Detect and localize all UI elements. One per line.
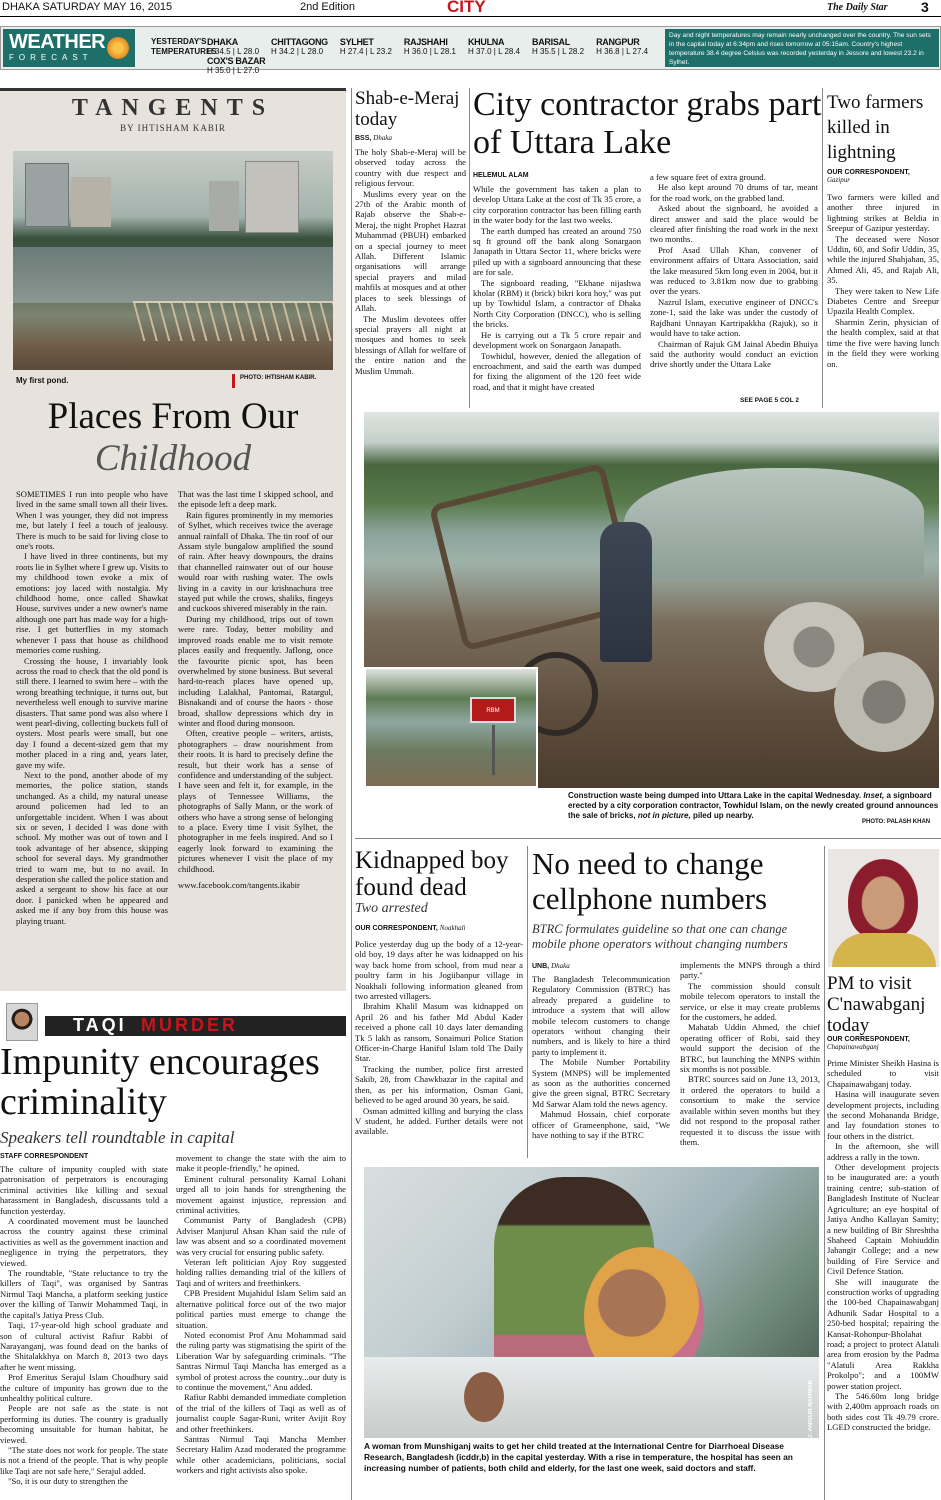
byline-place: Chapainawabganj [827,1043,879,1051]
paragraph: Other development projects to be inaugurated are: a youth training centre; sub-station of Bangladesh Institute of Nuclear Agriculture; an eye hospital of Jatiya Andho Kallayan Samity; a new building of Bir Shreshtha Shaheed Captain Mohiuddin Jahangir College; and a new building of Fire Service and Civil Defence Station. [827,1162,939,1277]
building [209,181,239,231]
paragraph: Prof Emeritus Serajul Islam Choudhury said the culture of impunity has grown due to the unhealthy political culture. [0,1372,168,1403]
uttara-col-1 [473,184,641,406]
paragraph: Muslims every year on the 27th of the Arabic month of Rajab observe the Shab-e-Meraj, the night Prophet Hazrat Muhammad (PBUH) embarked on a special journey to meet Allah. Different Islamic organisations will arrange special prayers and milad mahfils at mosques and at other places to seek blessings of Allah. [355,188,466,314]
cellphone-col-1 [532,974,670,1160]
header-rule [0,16,941,17]
paragraph: The signboard reading, "Ekhane nijashwa kholar (RBM) it (brick) bikri kora hoy," was put up by Towhidul Islam, a contractor of Dhaka North City Corporation (DNCC), who is selling the bricks. [473,277,641,330]
paragraph: Tracking the number, police first arrested Sakib, 28, from Chawkbazar in the capital and then, as per his information, Osman Gani, believed to be aged around 30 years, he said. [355,1063,523,1106]
shab-body [355,147,466,407]
paragraph: Next to the pond, another abode of my memories, the police station, stands unchanged. As a child, my natural unease around policemen had led to an unforgettable incident. When I was about six or seven, I decided I was done with school. My mother was out of town and I took advantage of her absence, skipping school for several days. My grandmother tried to warn me, but to no avail. In desperation she called the police station and asked a sergeant to show his face at our door. I panicked when he appeared and asked me if any boy from this house was playing truant. [16,769,168,926]
caption-part: not in picture, [637,811,691,820]
kidnapped-subhead: Two arrested [355,901,428,916]
building [25,163,69,227]
pm-byline [827,1036,939,1051]
paragraph: She will inaugurate the construction works of upgrading the 100-bed Chapainawabganj Adhunik Sadar Hospital to a 250-bed hospital; repairing the Kansat-Rohonpur-Bholahat road; a project to protect Alatuli area from erosion by the Padma "Alatuli Area Rakkha Prokolpo"; and a 100MW power station project. [827,1276,939,1391]
paragraph: While the government has taken a plan to develop Uttara Lake at the cost of Tk 35 crore, a city corporation contractor has been filling earth in the water body for the last two weeks. [473,184,641,226]
brick-signboard: RBM [470,697,516,723]
taqi-avatar [6,1003,38,1041]
city-name: DHAKA [207,37,238,47]
taqi-subhead: Speakers tell roundtable in capital [0,1128,235,1147]
column-rule [824,846,825,1500]
paragraph: Chairman of Rajuk GM Jainal Abedin Bhuiya said the authority would conduct an eviction drive shortly under the Uttara Lake [650,338,818,370]
paragraph: Santras Nirmul Taqi Mancha Member Secretary Halim Azad moderated the programme while other academicians, politicians, social workers and right activists also spoke. [176,1433,346,1476]
uttara-byline: HELEMUL ALAM [473,172,529,179]
pond-water [13,247,333,303]
tangents-byline: BY IHTISHAM KABIR [120,123,226,133]
taqi-headline: Impunity encourages criminality [0,1041,320,1123]
shab-byline [355,134,392,142]
city-temps: H 34.5 | L 28.0 [207,47,260,56]
paragraph: SOMETIMES I run into people who have lived in the same small town all their lives. When I was younger, they did not impress me, but lately I feel a touch of jealousy. There is much to be said for living close to one's roots. [16,489,168,552]
paragraph: The earth dumped has created an around 750 sq ft ground off the bank along Sonargaon Janapath in Uttara Sector 11, where bricks were piled up with a signboard announcing that these are for sale. [473,225,641,278]
paragraph: Rain figures prominently in my memories of Sylhet, which receives twice the average annual rainfall of Dhaka. The tin roof of our Assam style bungalow amplified the sound of rain. After heavy downpours, the drains that channelled rainwater out of our house would roar with rushing water. The owls living in a cavity in our krishnachura tree stayed put while the crows, shaliks, fingeys and cuckoos shivered miserably in the rain. [178,509,333,614]
weather-label-1: YESTERDAY'S [151,37,207,46]
kidnapped-body [355,939,523,1161]
cellphone-col-2 [680,960,820,1160]
cellphone-headline: No need to change cellphone numbers [532,846,768,916]
byline-place: Gazipur [827,176,850,184]
paragraph: Ibrahim Khalil Masum was kidnapped on April 26 and his father Md Abdul Kader received a phone call 10 days later demanding Tk 5 lakh as ransom, Sonaimuri Police Station Officer-in-Charge Haniful Islam told The Daily Star. [355,1001,523,1064]
byline-source: OUR CORRESPONDENT, [827,169,910,176]
farmers-body [827,192,939,406]
paragraph: Communist Party of Bangladesh (CPB) Adviser Manjurul Ahsan Khan said the rule of law was absent and so a coordinated movement was very crucial for ensuring public safety. [176,1215,346,1257]
column-rule [351,88,352,1500]
column-rule [822,88,823,408]
taqi-col-1 [0,1164,168,1500]
city-temps: H 35.5 | L 28.2 [532,47,585,56]
paragraph: Often, creative people – writers, artists, photographers – draw nourishment from their roots. It is hard to precisely define the result, but their work has a sense of confidence and understanding of the subject. I have seen and felt it, for example, in the plays of Tennessee Williams, the photographs of Sally Mann, or the work of others who have a strong sense of belonging to a place. Every time I visit Sylhet, the photographer in me feels inspired. And so I eagerly look forward to examining the pictures whenever I visit the place of my childhood. [178,728,333,874]
tangents-headline-1: Places From Our [47,396,299,437]
pm-photo [828,849,939,967]
paragraph: Taqi, 17-year-old high school graduate and son of cultural activist Rafiur Rabbi of Narayanganj, was found dead on the banks of the Shitalakkhya on March 8, 2013 two days after he went missing. [0,1320,168,1372]
city-name: COX'S BAZAR [207,56,266,66]
child-patient [464,1372,504,1422]
paragraph: Osman admitted killing and burying the class V student, he added. Further details were not available. [355,1105,523,1137]
pond-photo-caption: My first pond. [16,376,69,385]
shab-headline: Shab-e-Meraj today [355,88,460,130]
tangents-box [0,88,346,991]
paragraph: Mahatab Uddin Ahmed, the chief operating officer of Robi, said they would support the decision of the BTRC, but launching the MNPS within six months is not possible. [680,1022,820,1075]
city-temp [207,37,259,56]
cellphone-byline [532,962,570,970]
tangents-col-2 [178,489,333,890]
paragraph: CPB President Mujahidul Islam Selim said an alternative political force out of the two major political parties must emerge to change the situation. [176,1288,346,1330]
building [71,177,111,227]
city-temp [404,37,456,56]
pm-head [848,859,918,939]
page-number: 3 [921,0,929,15]
city-temps: H 34.2 | L 28.0 [271,47,324,56]
caption-part: a signboard erected by a city corporation contractor, Towhidul Islam, on the newly created ground announces the sale of bricks, [568,791,939,820]
weather-badge [3,29,135,67]
uttara-headline: City contractor grabs part of Uttara Lake [473,86,822,161]
weather-note: Day and night temperatures may remain nearly unchanged over the country. The sun sets in the capital today at 6:34pm and rises tomorrow at 05:15am. Country's highest temperature 38.4 degree Celsius was recorded yesterday in Jessore and lowest 23.2 in Sylhet. [665,29,939,67]
city-name: RAJSHAHI [403,37,448,47]
taqi-kicker-b: MURDER [141,1015,238,1035]
lake-photo [364,412,939,788]
paragraph: The commission should consult mobile telecom operators to install the service, or else it may create problems for the customers, he added. [680,980,820,1023]
worker [600,522,652,662]
paragraph: "So, it is our duty to strengthen the [8,1476,128,1487]
bamboo-platform [133,301,333,341]
uttara-col-2 [650,172,818,396]
paragraph: movement to change the state with the aim to make it people-friendly," he opined. [176,1153,346,1174]
taqi-kicker-bar [45,1016,346,1036]
city-name: SYLHET [339,37,374,47]
paragraph: A coordinated movement must be launched across the country against these criminal activities as well as the government inaction and negligence in trying the perpetrators, they viewed. [0,1216,168,1268]
paragraph: That was the last time I skipped school, and the episode left a deep mark. [178,489,333,510]
paragraph: He is carrying out a Tk 5 crore repair and development work on Sonargaon Janapath. [473,329,641,351]
city-temps: H 35.0 | L 27.0 [207,66,260,75]
tangents-link[interactable]: www.facebook.com/tangents.ikabir [178,880,300,891]
column-rule [469,88,470,408]
kidnapped-byline [355,924,465,932]
city-temps: H 36.8 | L 27.4 [596,47,649,56]
column-rule [527,846,528,1158]
lake-water [624,468,924,578]
section-rule [355,838,941,839]
city-temp [340,37,392,56]
tangents-kicker: TANGENTS [71,95,275,121]
pond-photo [13,151,333,370]
paragraph: Crossing the house, I invariably look across the road to check that the old pond is still there. I learned to swim here – with the wrong breathing technique, it turns out, but nevertheless well enough to survive marine disasters. That same pond was also where I went pearl-diving, collecting buckets full of oysters. Most pearls were small, but one day I found a decent-sized gem that my mother placed in a ring and, years later, gave my wife. [16,655,168,770]
building [245,161,299,233]
paragraph: The 546.60m long bridge with 2,400m approach roads on both sides cost Tk 49.79 crore. LGED constructed the bridge. [827,1391,939,1433]
city-name: RANGPUR [596,37,640,47]
caption-part: piled up nearby. [692,811,754,820]
byline-place: Dhaka [551,962,570,970]
paragraph: Prime Minister Sheikh Hasina is scheduled to visit Chapainawabganj today. [827,1058,939,1089]
weather-subtitle: FORECAST [9,53,93,62]
city-temp [207,56,265,75]
city-name: CHITTAGONG [271,37,328,47]
byline-place: Noakhali [439,924,466,932]
weather-cities [207,37,663,75]
lake-photo-credit: PHOTO: PALASH KHAN [862,819,931,825]
paragraph: Mahmud Hossain, chief corporate officer of Grameenphone, said, "We have nothing to say if the BTRC [532,1109,670,1141]
cellphone-subhead: BTRC formulates guideline so that one can change mobile phone operators without changing numbers [532,922,788,951]
concrete-pipe [834,652,934,752]
paragraph: He also kept around 70 drums of tar, meant for the road work, on the grabbed land. [650,182,818,203]
paragraph: Two farmers were killed and another three injured in lightning strikes at Beldia in Sreepur of Gazipur yesterday. [827,192,939,234]
paragraph: Asked about the signboard, he avoided a direct answer and said the place would be cleared after finishing the road work in the next two months. [650,203,818,245]
city-name: KHULNA [467,37,505,47]
hospital-photo-credit: PHOTO: ANISUR RAHMAN [808,1380,814,1456]
hospital-photo [364,1167,819,1438]
paragraph: implements the MNPS through a third party." [680,960,820,981]
lake-photo-caption [568,791,939,821]
paragraph: Noted economist Prof Anu Mohammad said the ruling party was stigmatising the spirit of the Liberation War by safeguarding criminals. "The Santras Nirmul Taqi Mancha has emerged as a symbol of protest across the country...our duty is to continue the movement," Anu added. [176,1329,346,1392]
city-name: BARISAL [532,37,570,47]
paragraph: The Bangladesh Telecommunication Regulatory Commission (BTRC) has already prepared a guideline to introduce a system that will allow mobile telecom customers to change operators without changing their numbers, and is likely to hire a third party to implement it. [532,974,670,1057]
taqi-byline: STAFF CORRESPONDENT [0,1153,89,1160]
taqi-col-2 [176,1153,346,1500]
weather-title: WEATHER [9,31,106,53]
city-temp [468,37,520,56]
edition: 2nd Edition [300,1,356,13]
paragraph: People are not safe as the state is not performing its duties. The country is gradually becoming unsuitable for human habitat, he viewed. [0,1403,168,1445]
city-temp [596,37,648,56]
paragraph: a few square feet of extra ground. [650,172,766,182]
paragraph: Hasina will inaugurate seven development projects, including the second Mohananda Bridge, and lay foundation stones to four others in the district. [827,1089,939,1141]
paragraph: Sharmin Zerin, physician of the health complex, said at that time the five were having lunch in the field they were working on. [827,316,939,369]
city-temps: H 27.4 | L 23.2 [339,47,392,56]
paragraph: "The state does not work for people. The state is not a friend of the people. That is why people like Taqi are not safe here," Serajul added. [0,1444,168,1476]
lake-inset-photo [364,667,538,788]
caption-part: Inset, [863,791,885,800]
paragraph: Eminent cultural personality Kamal Lohani urged all to join hands for strengthening the movement against injustice, repression and criminal activities. [176,1173,346,1216]
paragraph: Prof Asad Ullah Khan, convener of environment affairs of Uttara Association, said the lake measured 5km long even in 2004, but it was reduced to 3.81km now due to grabbing over the years. [650,244,818,297]
paragraph: Towhidul, however, denied the allegation of encroachment, and said the earth was dumped for fixing the alignment of the 120 feet wide road, and that it might have created [473,350,641,392]
byline-place: Dhaka [373,134,392,142]
paragraph: During my childhood, trips out of town were rare. Today, better mobility and improved roads enable me to visit remote places easily and frequently. Jaflong, once the favourite picnic spot, has been overwhelmed by stone business. But several hard-to-reach places have opened up, including Lalakhal, Pantomai, Ratargul, Bisnakandi and of course the haors - those broad, shallow depressions which dry in winter and flood during monsoon. [178,613,333,728]
paper-name: The Daily Star [827,2,888,13]
kidnapped-headline: Kidnapped boy found dead [355,847,509,901]
sun-icon [107,37,129,59]
paragraph: Veteran left politician Ajoy Roy suggested holding rallies demanding trial of the killers of Taqi and of writers and freethinkers. [176,1257,346,1288]
uttara-jump[interactable]: SEE PAGE 5 COL 2 [740,397,800,404]
hospital-photo-caption: A woman from Munshiganj waits to get her child treated at the International Centre for Diarrhoeal Disease Research, Bangladesh (icddr,b) in the capital yesterday. With a rise in temperature, the hospital has seen an increasing number of patients, both child and elderly, for the last one week, said doctors and staff. [364,1441,793,1473]
byline-source: BSS, [355,135,372,142]
paragraph: The roundtable, "State reluctance to try the killers of Taqi", was organised by Santras Nirmul Taqi Mancha, a platform seeking justice over the killing of Tanwir Mohammed Taqi, in the capital's Jatiya Press Club. [0,1268,168,1320]
paragraph: Rafiur Rabbi demanded immediate completion of the trial of the killers of Taqi as well as of journalist couple Sagar-Runi, writer Avijit Roy and other freethinkers. [176,1392,346,1434]
paragraph: I have lived in three continents, but my roots lie in Sylhet where I grew up. Visits to my childhood town evoke a mix of emotions: joy laced with nostalgia. My childhood home, once called Shawkat House, survives under a new owner's name although one part has made way for a high-rise. I get butterflies in my stomach whenever I pass that house as childhood memories come rushing. [16,551,168,656]
weather-label-2: TEMPERATURES [151,47,217,56]
caption-part: Construction waste being dumped into Uttara Lake in the capital Wednesday. [568,791,862,800]
signboard-post [492,725,495,775]
paragraph: Police yesterday dug up the body of a 12-year-old boy, 19 days after he was kidnapped on his way back home from school, from mud near a poultry farm in his Jogiibanpur village in Noakhali following information gleaned from two arrested villagers. [355,939,523,1002]
taqi-kicker-a: TAQI [73,1015,127,1035]
paragraph: They were taken to New Life Diabetes Centre and Sreepur Upazila Health Complex. [827,285,939,317]
paragraph: BTRC sources said on June 13, 2013, it ordered the operators to build a consortium to make the service available within seven months but they did not respond to the proposal rather requested it to discuss the issue with them. [680,1074,820,1147]
paragraph: In the afternoon, she will address a rally in the town. [827,1141,939,1162]
tangents-headline-2: Childhood [94,438,252,479]
paragraph: The culture of impunity coupled with state patronisation of perpetrators is encouraging criminal activities like killing and sexual harassment in Bangladesh, discussants told a function yesterday. [0,1164,168,1216]
pond-photo-credit: PHOTO: IHTISHAM KABIR. [240,375,317,381]
pm-headline: PM to visit C'nawabganj today [827,973,926,1036]
paragraph: The holy Shab-e-Meraj will be observed today across the country with due respect and religious fervour. [355,147,466,189]
paragraph: The deceased were Nosor Uddin, 60, and Sofir Uddin, 35, while the injured Shahjahan, 35, Ahmed Ali, 45, and Rajab Ali, 35. [827,233,939,286]
farmers-headline: Two farmers killed in lightning [827,92,924,163]
city-temp [271,37,328,56]
byline-source: OUR CORRESPONDENT, [827,1036,910,1043]
section-name: CITY [447,0,486,16]
hospital-bed [364,1357,819,1438]
city-temps: H 36.0 | L 28.1 [403,47,456,56]
paragraph: The Muslim devotees offer special prayers all night at mosques and homes to seek blessings of Allah for welfare of the entire nation and the Muslim Ummah. [355,313,466,376]
paragraph: Nazrul Islam, executive engineer of DNCC's zone-1, said the lake was under the custody of Rajdhani Unnayan Kartripakkha (Rajuk), so it would have to take action. [650,296,818,339]
photo-credit-mark [232,374,235,388]
farmers-byline [827,169,939,184]
city-temps: H 37.0 | L 28.4 [467,47,521,56]
paragraph: The Mobile Number Portability System (MNPS) will be implemented as soon as the authorities concerned give the green signal, BTRC Secretary Md Sarwar Alam told the news agency. [532,1057,670,1109]
weather-bar [0,26,941,75]
pm-body [827,1058,939,1500]
tangents-col-1 [16,489,168,926]
dateline: DHAKA SATURDAY MAY 16, 2015 [2,1,173,13]
byline-source: OUR CORRESPONDENT, [355,925,438,932]
byline-source: UNB, [532,963,550,970]
pm-shoulders [832,933,936,967]
city-temp [532,37,584,56]
